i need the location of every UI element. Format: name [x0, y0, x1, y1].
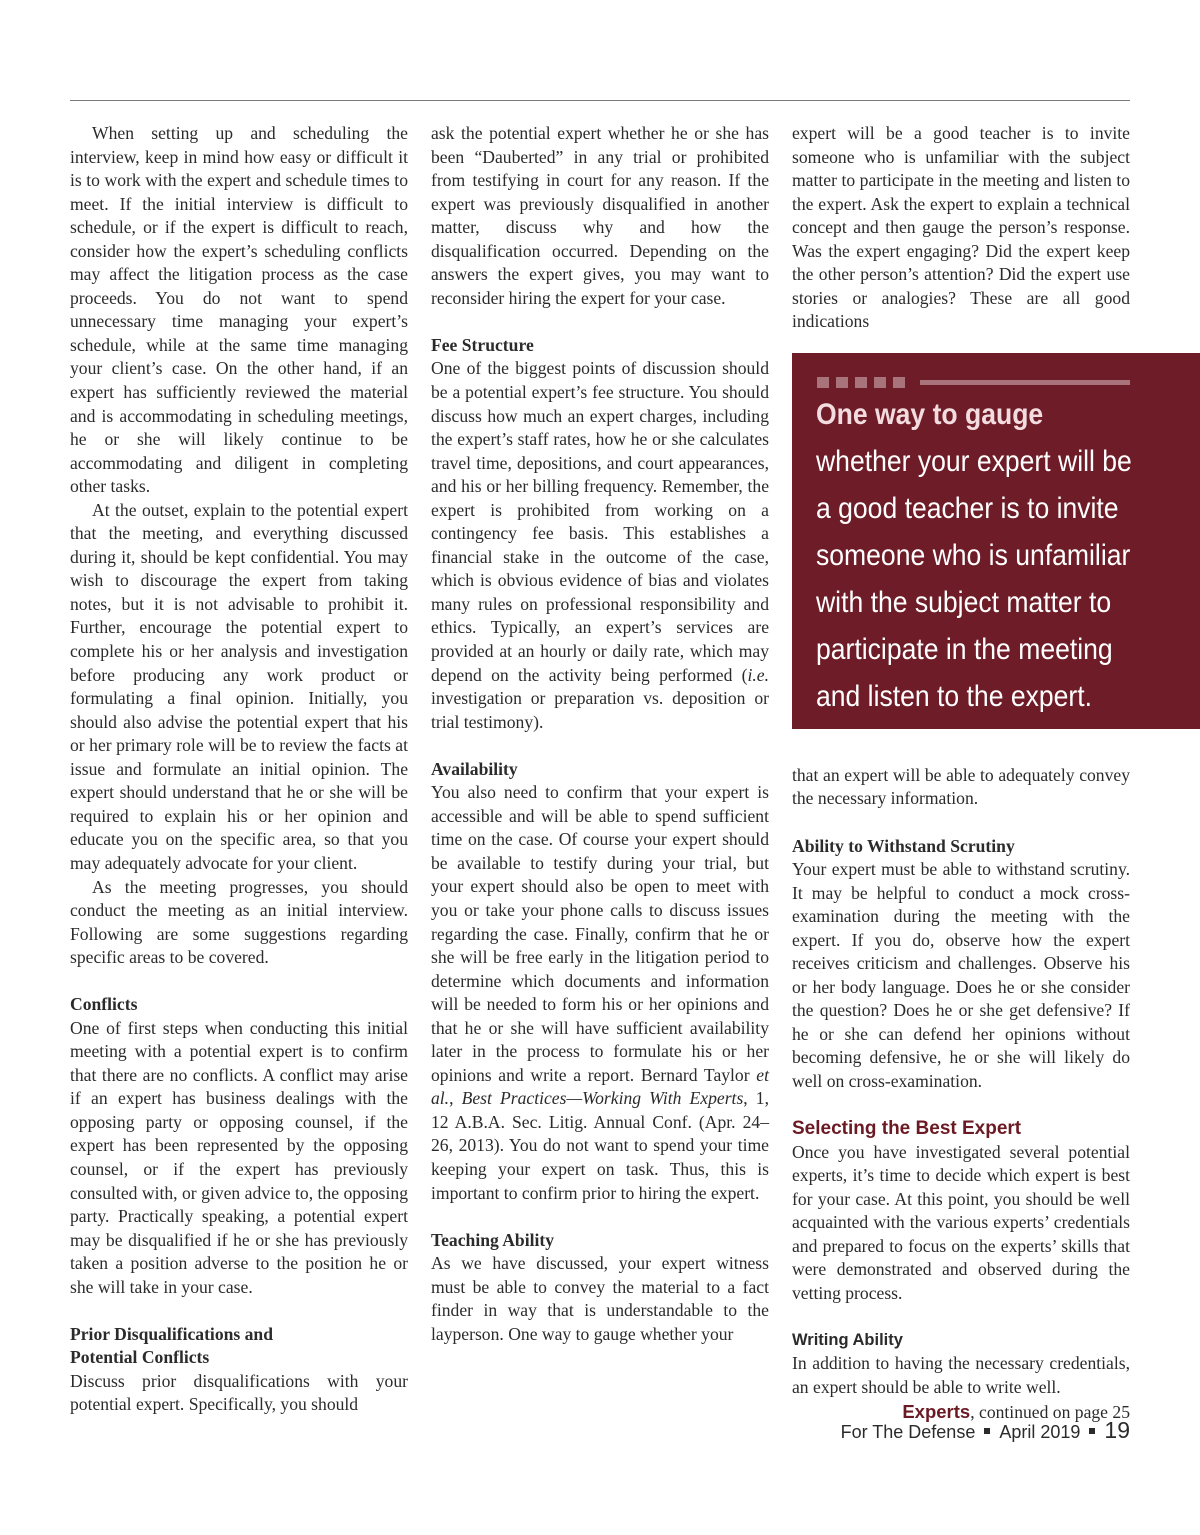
pull-quote-text — [816, 391, 1132, 720]
section-heading-prior-disqualifications — [70, 1323, 408, 1370]
body-paragraph — [431, 357, 769, 734]
issue-date: April 2019 — [999, 1422, 1081, 1442]
pull-quote-rule — [920, 380, 1130, 385]
heading-line: Prior Disqualifications and — [70, 1323, 274, 1344]
text-run: investigation or preparation vs. deposition or trial testimony). — [431, 688, 769, 732]
decorative-square — [836, 377, 848, 388]
section-heading-teaching-ability: Teaching Ability — [431, 1229, 555, 1250]
column-3 — [792, 122, 1130, 1424]
body-paragraph: that an expert will be able to adequately convey the necessary information. — [792, 764, 1130, 809]
body-paragraph: Once you have investigated several potential experts, it’s time to decide which expert is best for your case. At this point, you should be well acquainted with the various experts’ credentials and prepared to focus on the experts’ skills that were demonstrated and observed during the vetting process. — [792, 1141, 1130, 1303]
section-heading-availability: Availability — [431, 758, 518, 779]
citation-title: Best Practices—Working With Experts — [461, 1088, 744, 1109]
body-paragraph — [431, 781, 769, 1205]
separator-square-icon — [1089, 1428, 1095, 1434]
pull-quote-dots — [817, 377, 905, 388]
body-paragraph: expert will be a good teacher is to invite someone who is unfamiliar with the subject matter to participate in the meeting and listen to the expert. Ask the expert to explain a technical concept and then gauge the person’s response. Was the expert engaging? Did the expert keep the other person’s attention? Did the expert use stories or analogies? These are all good indications — [792, 123, 1130, 332]
pull-quote-line: participate in the meeting — [816, 633, 1113, 666]
text-run: , 1, 12 A.B.A. Sec. Litig. Annual Conf. (Apr. 24–26, 2013). You do not want to spend your time keeping your expert on task. Thus, this is important to confirm prior to hiring the expert. — [431, 1088, 770, 1203]
body-paragraph: When setting up and scheduling the interview, keep in mind how easy or difficult it is to work with the expert and schedule times to meet. If the initial interview is difficult to schedule, or if the expert is difficult to reach, consider how the expert’s scheduling conflicts may affect the litigation process as the case proceeds. You do not want to spend unnecessary time managing your expert’s schedule, while at the same time managing your client’s case. On the other hand, if an expert has sufficiently reviewed the material and is accommodating in scheduling meetings, he or she will likely continue to be accommodating and diligent in completing other tasks. — [70, 123, 408, 497]
pull-quote-line: with the subject matter to — [816, 586, 1112, 619]
pull-quote-line: One way to gauge — [816, 398, 1044, 431]
header-rule — [70, 100, 1130, 101]
body-paragraph: As the meeting progresses, you should conduct the meeting as an initial interview. Following are some suggestions regarding specific areas to be covered. — [70, 876, 408, 968]
body-paragraph: One of first steps when conducting this initial meeting with a potential expert is to confirm that there are no conflicts. A conflict may arise if an expert has business dealings with the opposing party or opposing counsel, if the expert has been represented by the opposing counsel, or if the expert has previously consulted with, or given advice to, the opposing party. Practically speaking, a potential expert may be disqualified if he or she has previously taken a position adverse to the position he or she will take in your case. — [70, 1017, 408, 1297]
italic-text: et al. — [431, 1064, 769, 1109]
column-2 — [431, 122, 769, 1346]
body-paragraph: Discuss prior disqualifications with your potential expert. Specifically, you should — [70, 1370, 408, 1415]
pull-quote-box — [792, 353, 1200, 729]
separator-square-icon — [984, 1428, 990, 1434]
body-paragraph: As we have discussed, your expert witness must be able to convey the material to a fact finder in way that is understandable to the layperson. One way to gauge whether your — [431, 1253, 769, 1344]
continued-text: , continued on page 25 — [970, 1401, 1130, 1422]
section-heading-scrutiny: Ability to Withstand Scrutiny — [792, 835, 1015, 856]
decorative-square — [874, 377, 886, 388]
section-heading-conflicts: Conflicts — [70, 994, 138, 1015]
pull-quote-line: a good teacher is to invite — [816, 492, 1119, 525]
page-number: 19 — [1104, 1417, 1130, 1443]
section-heading-writing-ability: Writing Ability — [792, 1330, 903, 1349]
heading-line: Potential Conflicts — [70, 1347, 210, 1368]
text-run: You also need to confirm that your expert is accessible and will be able to spend sufficient time on the case. Of course your expert should be available to testify during your trial, but your expert should also be open to meet with you or take your phone calls to discuss issues regarding the case. Finally, confirm that he or she will be free early in the litigation period to determine which documents and information will be needed to form his or her opinions and that he or she will have sufficient availability later in the process to formulate his or her opinions and write a report. Bernard Taylor — [431, 782, 769, 1085]
pull-quote-line: someone who is unfamiliar — [816, 539, 1131, 572]
pull-quote-line: and listen to the expert. — [816, 680, 1093, 713]
decorative-square — [855, 377, 867, 388]
pull-quote-line: whether your expert will be — [816, 445, 1132, 478]
body-paragraph: In addition to having the necessary credentials, an expert should be able to write well. — [792, 1353, 1130, 1397]
decorative-square — [817, 377, 829, 388]
body-paragraph: At the outset, explain to the potential expert that the meeting, and everything discussed during it, should be kept confidential. You may wish to discourage the expert from taking notes, but it is not advisable to prohibit it. Further, encourage the potential expert to complete his or her analysis and investigation before producing any work product or formulating a final opinion. Initially, you should also advise the potential expert that his or her primary role will be to review the facts at issue and formulate an initial opinion. The expert should understand that he or she will be required to explain his or her opinion and educate you on the specific area, so that you may adequately advocate for your client. — [70, 499, 408, 873]
text-run: , — [449, 1088, 462, 1109]
body-paragraph: Your expert must be able to withstand scrutiny. It may be helpful to conduct a mock cross-examination during the meeting with the expert. If you do, observe how the expert receives criticism and challenges. Observe his or her body language. Does he or she consider the question? Does he or she get defensive? If he or she can defend her opinions without becoming defensive, he or she will likely do well on cross-examination. — [792, 859, 1130, 1091]
section-heading-fee-structure: Fee Structure — [431, 334, 534, 355]
decorative-square — [893, 377, 905, 388]
publication-name: For The Defense — [840, 1422, 976, 1442]
continued-keyword: Experts — [902, 1400, 971, 1422]
body-paragraph: ask the potential expert whether he or she has been “Dauberted” in any trial or prohibited from testifying in court for any reason. If the expert was previously disqualified in another matter, discuss why and how the disqualification occurred. Depending on the answers the expert gives, you may want to reconsider hiring the expert for your case. — [431, 123, 769, 308]
italic-text: i.e. — [747, 664, 769, 685]
column-1 — [70, 122, 408, 1417]
text-run: One of the biggest points of discussion should be a potential expert’s fee structure. You should discuss how much an expert charges, including the expert’s staff rates, how he or she calculates travel time, depositions, and court appearances, and his or her billing frequency. Remember, the expert is prohibited from working on a contingency fee basis. This establishes a financial stake in the outcome of the case, which is obvious evidence of bias and violates many rules on professional responsibility and ethics. Typically, an expert’s services are provided at an hourly or daily rate, which may depend on the activity being performed ( — [431, 358, 769, 685]
section-heading-selecting: Selecting the Best Expert — [792, 1118, 1022, 1140]
page-footer — [841, 1417, 1130, 1444]
